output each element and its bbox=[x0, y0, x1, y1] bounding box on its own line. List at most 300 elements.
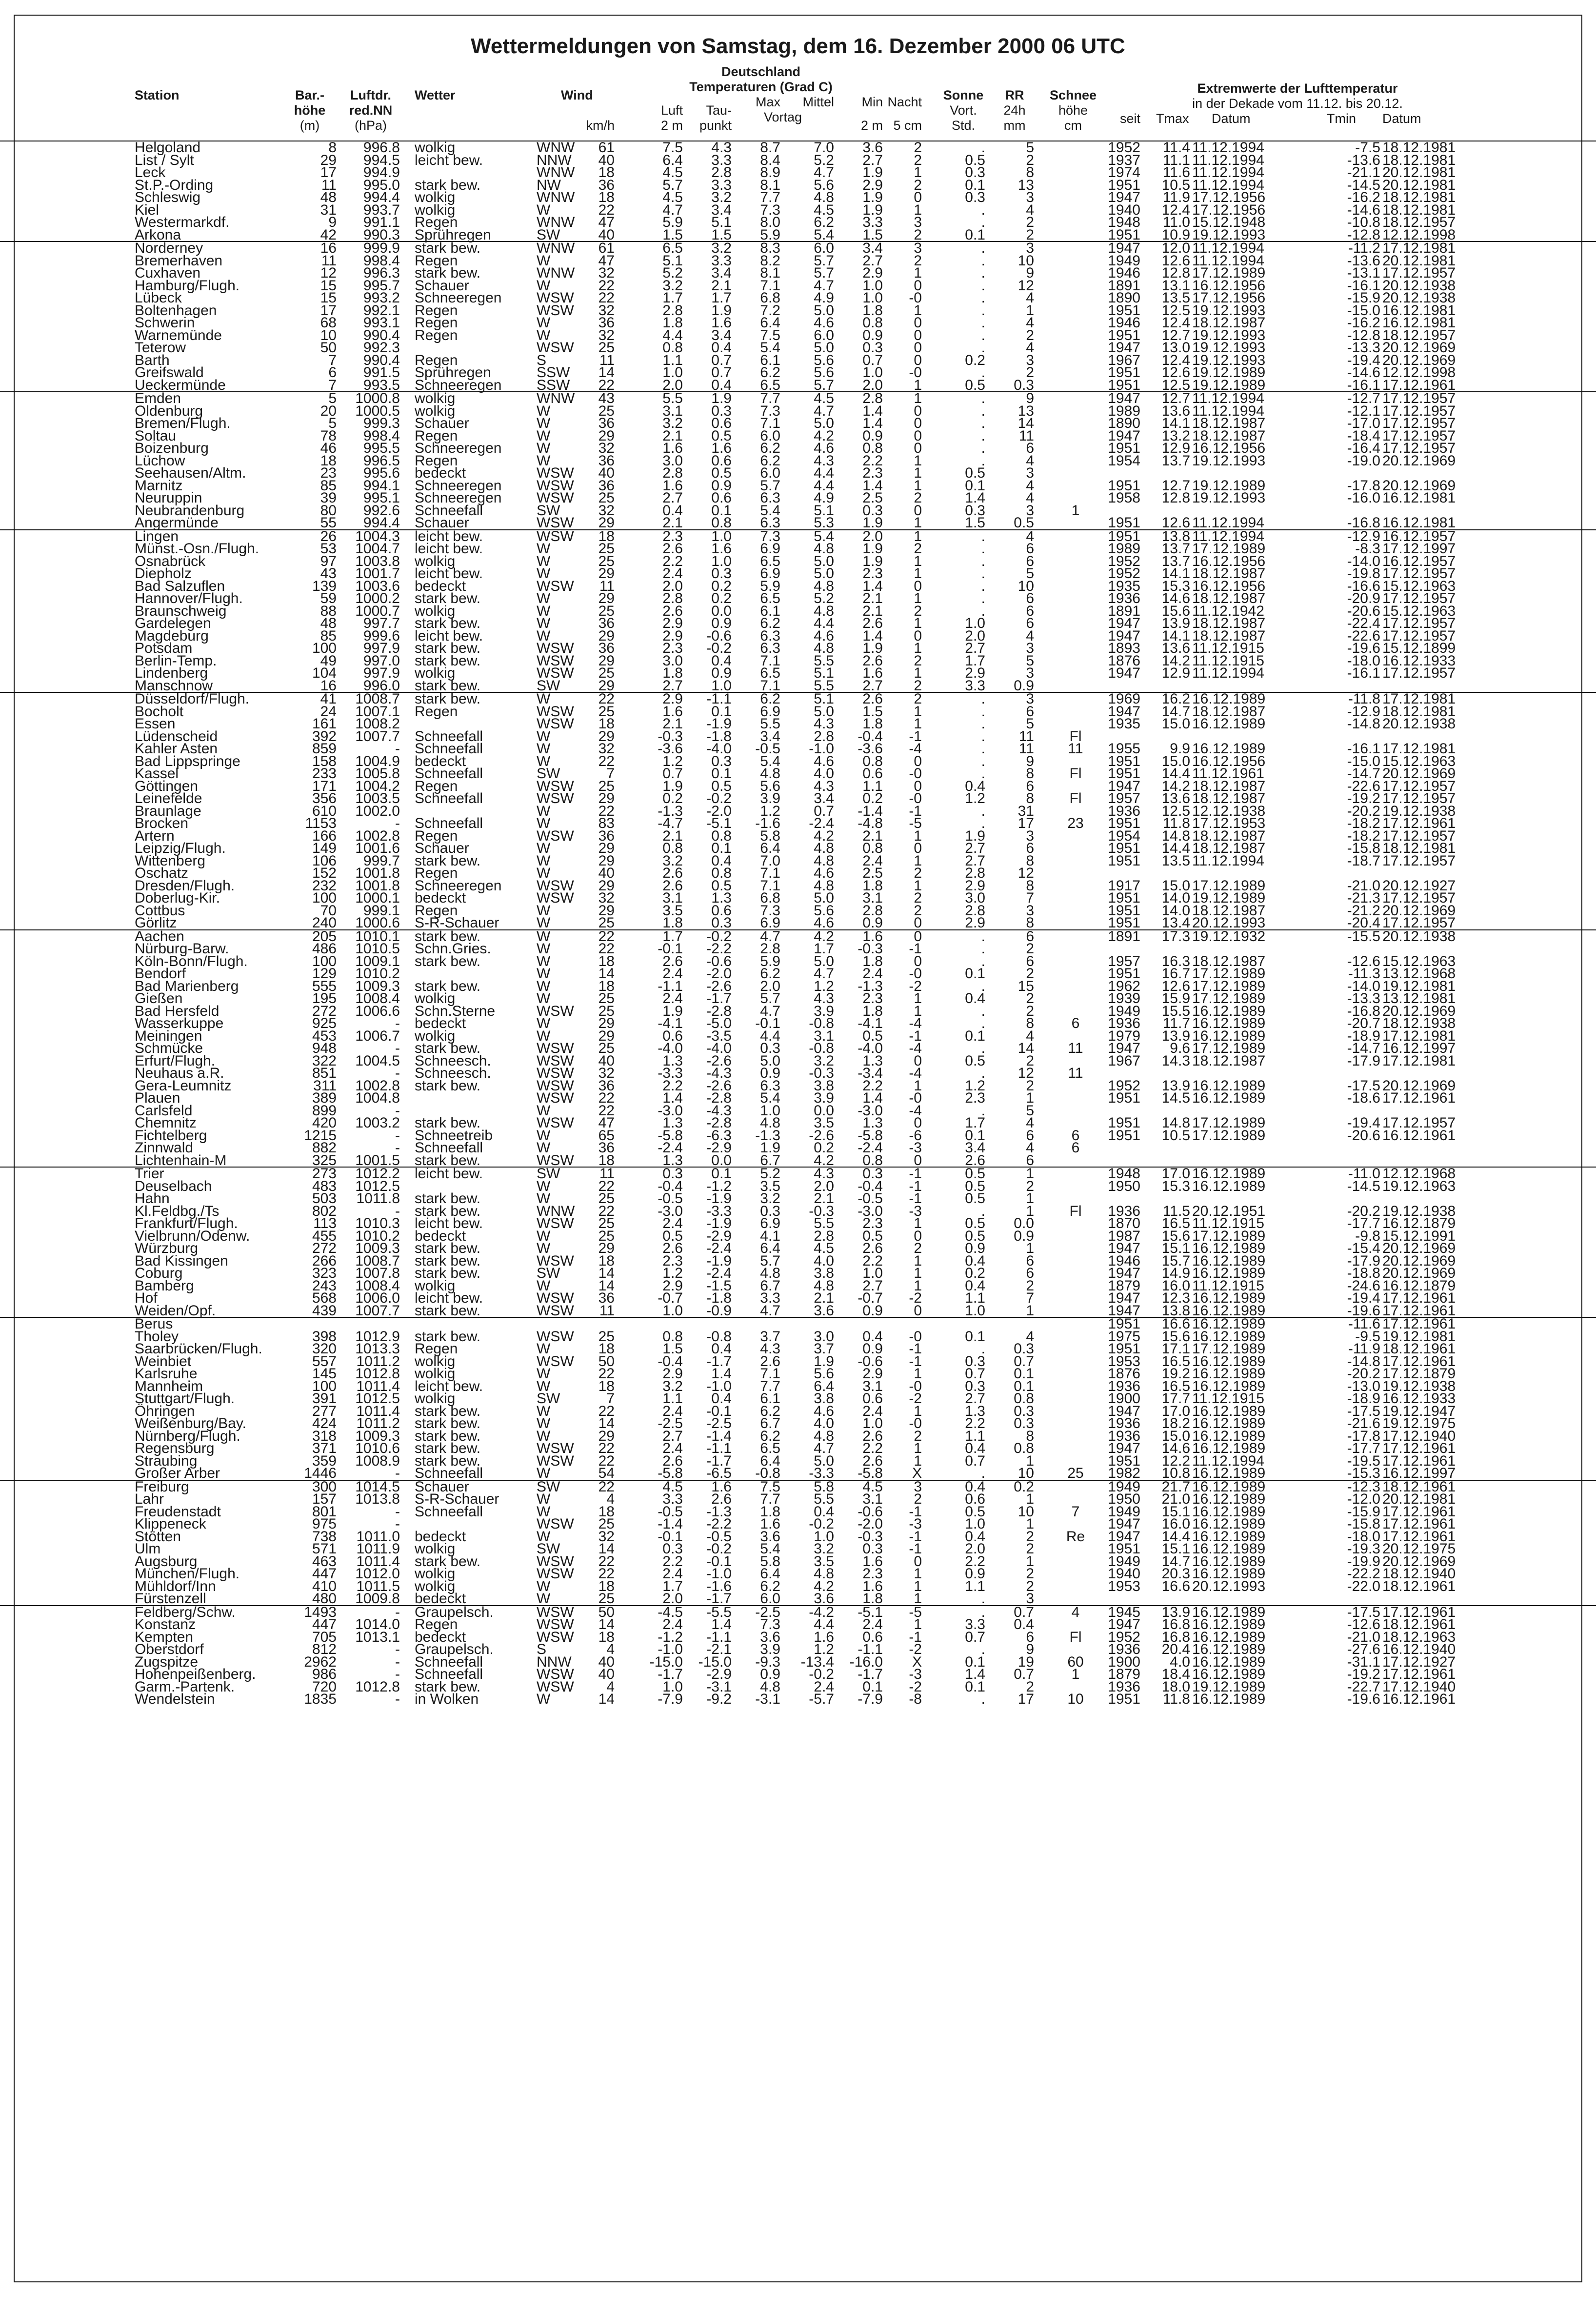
wind-direction: W bbox=[537, 941, 551, 957]
weather: Schneefall bbox=[415, 1653, 483, 1670]
tmax-record: 15.3 bbox=[1161, 1178, 1190, 1194]
tmin-record: -13.3 bbox=[1347, 340, 1380, 356]
precipitation: 3 bbox=[1026, 691, 1034, 707]
sunshine: . bbox=[981, 565, 985, 582]
sunshine: . bbox=[981, 753, 985, 769]
station-group bbox=[0, 529, 1596, 692]
station-name: List / Sylt bbox=[135, 152, 194, 168]
pressure: 1010.5 bbox=[355, 941, 400, 957]
header-schnee-a: Schnee bbox=[1049, 88, 1097, 102]
dew-point: 0.1 bbox=[711, 840, 732, 856]
air-temp: 0.5 bbox=[662, 1228, 683, 1244]
tmax-record: 10.8 bbox=[1161, 1465, 1190, 1481]
temp-min: 2.2 bbox=[862, 1077, 883, 1094]
tmin-date: 17.12.1940 bbox=[1382, 1428, 1456, 1444]
dew-point: -2.6 bbox=[706, 1077, 732, 1094]
temp-mean: 5.7 bbox=[814, 265, 834, 281]
tmin-record: -18.9 bbox=[1347, 1028, 1380, 1044]
temp-mean: 5.2 bbox=[814, 590, 834, 606]
tmax-date: 16.12.1989 bbox=[1192, 1516, 1266, 1532]
weather: stark bew. bbox=[415, 1302, 481, 1319]
night-min: 2 bbox=[914, 226, 922, 243]
temp-min: 1.5 bbox=[862, 703, 883, 720]
night-min: -4 bbox=[909, 1065, 922, 1081]
record-since: 1951 bbox=[1108, 327, 1140, 343]
barometer-height: 882 bbox=[312, 1140, 337, 1156]
station-name: Brocken bbox=[135, 815, 189, 831]
pressure: 992.6 bbox=[363, 502, 400, 519]
night-min: 1 bbox=[914, 465, 922, 481]
record-since: 1951 bbox=[1108, 902, 1140, 919]
weather: Schneeregen bbox=[415, 377, 502, 393]
tmin-date: 16.12.1940 bbox=[1382, 1641, 1456, 1657]
record-since: 1947 bbox=[1108, 1290, 1140, 1306]
header-wind: Wind bbox=[561, 88, 593, 102]
air-temp: 1.1 bbox=[662, 1390, 683, 1407]
barometer-height: 410 bbox=[312, 1578, 337, 1594]
temp-min: 0.8 bbox=[862, 1152, 883, 1169]
tmax-record: 15.6 bbox=[1161, 603, 1190, 619]
table-row bbox=[0, 1302, 1596, 1319]
tmax-record: 18.2 bbox=[1161, 1415, 1190, 1431]
tmax-date: 11.12.1994 bbox=[1192, 528, 1264, 544]
barometer-height: 100 bbox=[312, 1378, 337, 1394]
sunshine: . bbox=[981, 427, 985, 444]
dew-point: 3.3 bbox=[711, 177, 732, 193]
barometer-height: 555 bbox=[312, 978, 337, 994]
wind-direction: W bbox=[537, 615, 551, 631]
record-since: 1951 bbox=[1108, 226, 1140, 243]
barometer-height: 720 bbox=[312, 1678, 337, 1695]
station-table bbox=[0, 141, 1596, 1706]
pressure: 1000.2 bbox=[355, 590, 400, 606]
weather: Schauer bbox=[415, 840, 469, 856]
night-min: -4 bbox=[909, 1102, 922, 1119]
wind-speed: 40 bbox=[598, 226, 615, 243]
weather: wolkig bbox=[415, 1390, 456, 1407]
tmin-record: -16.1 bbox=[1347, 665, 1380, 681]
barometer-height: 233 bbox=[312, 766, 337, 782]
temp-min: 2.3 bbox=[862, 465, 883, 481]
precipitation: 8 bbox=[1026, 790, 1034, 806]
tmax-date: 18.12.1987 bbox=[1192, 315, 1266, 331]
station-name: Regensburg bbox=[135, 1440, 215, 1456]
wind-speed: 47 bbox=[598, 1115, 615, 1131]
air-temp: -1.1 bbox=[658, 978, 683, 994]
night-min: 0 bbox=[914, 1553, 922, 1570]
temp-mean: 5.1 bbox=[814, 502, 834, 519]
temp-min: 2.3 bbox=[862, 565, 883, 582]
record-since: 1951 bbox=[1108, 1127, 1140, 1144]
sunshine: 0.7 bbox=[965, 1366, 985, 1382]
night-min: -4 bbox=[909, 1040, 922, 1056]
precipitation: 10 bbox=[1017, 1503, 1034, 1520]
tmin-date: 18.12.1961 bbox=[1382, 1478, 1456, 1495]
header-min-2m: 2 m bbox=[860, 118, 883, 133]
pressure: - bbox=[395, 1641, 400, 1657]
wind-direction: W bbox=[537, 741, 551, 757]
sunshine: . bbox=[981, 1040, 985, 1056]
pressure: 992.1 bbox=[363, 302, 400, 319]
temp-min: 0.9 bbox=[862, 1302, 883, 1319]
wind-speed: 36 bbox=[598, 477, 615, 494]
barometer-height: 391 bbox=[312, 1390, 337, 1407]
temp-max: 4.7 bbox=[760, 1302, 780, 1319]
weather: Schneeregen bbox=[415, 290, 502, 306]
weather: wolkig bbox=[415, 1541, 456, 1557]
record-since: 1969 bbox=[1108, 691, 1140, 707]
temp-max: 6.5 bbox=[760, 665, 780, 681]
precipitation: 2 bbox=[1026, 226, 1034, 243]
sunshine: . bbox=[981, 415, 985, 431]
tmin-record: -18.4 bbox=[1347, 427, 1380, 444]
sunshine: 0.4 bbox=[965, 1528, 985, 1545]
precipitation: 2 bbox=[1026, 1566, 1034, 1582]
sunshine: . bbox=[981, 766, 985, 782]
pressure: - bbox=[395, 1040, 400, 1056]
wind-speed: 22 bbox=[598, 1478, 615, 1495]
tmin-record: -16.0 bbox=[1347, 490, 1380, 506]
precipitation: 1 bbox=[1026, 1302, 1034, 1319]
barometer-height: 195 bbox=[312, 990, 337, 1007]
dew-point: -2.2 bbox=[706, 1516, 732, 1532]
precipitation: 10 bbox=[1017, 578, 1034, 594]
record-since: 1876 bbox=[1108, 652, 1140, 669]
wind-speed: 32 bbox=[598, 1065, 615, 1081]
sunshine: 1.5 bbox=[965, 515, 985, 531]
tmax-date: 16.12.1989 bbox=[1192, 1629, 1266, 1645]
air-temp: 1.8 bbox=[662, 915, 683, 931]
pressure: 1012.2 bbox=[355, 1166, 400, 1182]
air-temp: -3.3 bbox=[658, 1065, 683, 1081]
weather: bedeckt bbox=[415, 890, 466, 906]
tmax-record: 16.6 bbox=[1161, 1578, 1190, 1594]
weather: Schneefall bbox=[415, 728, 483, 745]
night-min: 1 bbox=[914, 640, 922, 656]
temp-max: 5.4 bbox=[760, 502, 780, 519]
air-temp: 2.3 bbox=[662, 1252, 683, 1269]
weather: Regen bbox=[415, 214, 458, 230]
page-title: Wettermeldungen von Samstag, dem 16. Dezember 2000 06 UTC bbox=[471, 34, 1125, 58]
tmin-record: -19.6 bbox=[1347, 1302, 1380, 1319]
temp-mean: 3.9 bbox=[814, 1090, 834, 1106]
weather: Regen bbox=[415, 302, 458, 319]
pressure: 994.5 bbox=[363, 152, 400, 168]
temp-mean: -3.3 bbox=[809, 1465, 834, 1481]
tmin-record: -18.9 bbox=[1347, 1390, 1380, 1407]
wind-speed: 29 bbox=[598, 902, 615, 919]
barometer-height: 311 bbox=[313, 1077, 337, 1094]
wind-speed: 22 bbox=[598, 928, 615, 945]
sunshine: 0.4 bbox=[965, 1277, 985, 1294]
barometer-height: 85 bbox=[320, 627, 337, 644]
air-temp: 2.4 bbox=[662, 1440, 683, 1456]
tmin-record: -19.0 bbox=[1347, 452, 1380, 469]
tmax-date: 16.12.1989 bbox=[1192, 1440, 1266, 1456]
tmax-date: 11.12.1915 bbox=[1192, 1277, 1264, 1294]
snow-depth: 11 bbox=[1068, 741, 1083, 757]
wind-direction: WSW bbox=[537, 515, 574, 531]
precipitation: 1 bbox=[1026, 302, 1034, 319]
temp-max: 7.1 bbox=[760, 415, 780, 431]
tmin-record: -7.5 bbox=[1355, 140, 1380, 156]
dew-point: -9.2 bbox=[706, 1691, 732, 1707]
record-since: 1950 bbox=[1108, 1491, 1140, 1507]
precipitation: 4 bbox=[1026, 1028, 1034, 1044]
sunshine: 2.2 bbox=[965, 1553, 985, 1570]
tmax-record: 11.8 bbox=[1162, 815, 1190, 831]
barometer-height: 16 bbox=[320, 677, 337, 694]
station-name: Kiel bbox=[135, 201, 160, 218]
header-sonne-b: Vort. bbox=[950, 103, 977, 118]
barometer-height: 975 bbox=[312, 1516, 337, 1532]
tmin-record: -22.0 bbox=[1347, 1578, 1380, 1594]
barometer-height: 5 bbox=[328, 390, 337, 406]
tmin-date: 17.12.1957 bbox=[1382, 890, 1456, 906]
temp-mean: 0.4 bbox=[814, 1503, 834, 1520]
wind-direction: WSW bbox=[537, 790, 574, 806]
sunshine: . bbox=[981, 578, 985, 594]
tmin-record: -14.8 bbox=[1347, 1353, 1380, 1370]
precipitation: 2 bbox=[1026, 966, 1034, 982]
temp-max: 7.3 bbox=[760, 201, 780, 218]
wind-direction: W bbox=[537, 902, 551, 919]
sunshine: . bbox=[981, 315, 985, 331]
temp-mean: 1.7 bbox=[814, 941, 834, 957]
tmax-date: 11.12.1994 bbox=[1192, 140, 1264, 156]
pressure: 1013.1 bbox=[355, 1629, 400, 1645]
tmax-record: 14.8 bbox=[1161, 827, 1190, 844]
pressure: 1004.5 bbox=[355, 1052, 400, 1069]
weather: Schauer bbox=[415, 277, 469, 294]
temp-min: -4.1 bbox=[858, 1015, 883, 1031]
station-name: Vielbrunn/Odenw. bbox=[135, 1228, 250, 1244]
temp-mean: 0.7 bbox=[814, 803, 834, 819]
night-min: 2 bbox=[914, 490, 922, 506]
station-name: Cuxhaven bbox=[135, 265, 201, 281]
tmax-record: 13.9 bbox=[1161, 1028, 1190, 1044]
night-min: 0 bbox=[914, 578, 922, 594]
barometer-height: 705 bbox=[312, 1629, 337, 1645]
wind-speed: 25 bbox=[598, 990, 615, 1007]
temp-max: 7.1 bbox=[760, 877, 780, 894]
tmin-date: 18.12.1963 bbox=[1382, 1629, 1456, 1645]
barometer-height: 48 bbox=[320, 615, 337, 631]
tmin-record: -16.8 bbox=[1347, 515, 1380, 531]
sunshine: 0.3 bbox=[965, 1378, 985, 1394]
sunshine: 0.3 bbox=[965, 1353, 985, 1370]
dew-point: -1.2 bbox=[706, 1178, 732, 1194]
barometer-height: 106 bbox=[312, 852, 337, 869]
sunshine: . bbox=[981, 452, 985, 469]
tmax-date: 16.12.1989 bbox=[1192, 1641, 1266, 1657]
tmax-date: 17.12.1989 bbox=[1192, 877, 1266, 894]
tmin-date: 17.12.1957 bbox=[1382, 627, 1456, 644]
precipitation: 11 bbox=[1018, 427, 1034, 444]
temp-max: 4.4 bbox=[760, 1028, 780, 1044]
weather: wolkig bbox=[415, 189, 456, 205]
table-row bbox=[0, 677, 1596, 694]
record-since: 1949 bbox=[1108, 1003, 1140, 1019]
dew-point: -4.0 bbox=[706, 1040, 732, 1056]
record-since: 1876 bbox=[1108, 1366, 1140, 1382]
record-since: 1950 bbox=[1108, 1178, 1140, 1194]
pressure: 1013.8 bbox=[355, 1491, 400, 1507]
tmax-record: 4.0 bbox=[1170, 1653, 1190, 1670]
wind-speed: 22 bbox=[598, 691, 615, 707]
air-temp: 5.2 bbox=[662, 265, 683, 281]
weather: wolkig bbox=[415, 403, 456, 419]
station-name: Berlin-Temp. bbox=[135, 652, 217, 669]
temp-max: 6.3 bbox=[760, 640, 780, 656]
pressure: 1004.9 bbox=[355, 753, 400, 769]
temp-max: 5.9 bbox=[760, 578, 780, 594]
wind-speed: 29 bbox=[598, 1428, 615, 1444]
temp-mean: 4.8 bbox=[814, 1428, 834, 1444]
pressure: 997.9 bbox=[363, 665, 400, 681]
precipitation: 0.3 bbox=[1014, 1403, 1034, 1419]
wind-speed: 18 bbox=[598, 189, 615, 205]
header-sonne-c: Std. bbox=[951, 118, 976, 133]
weather: Schneefall bbox=[415, 1666, 483, 1682]
tmax-date: 17.12.1989 bbox=[1192, 990, 1266, 1007]
temp-mean: 6.0 bbox=[814, 240, 834, 256]
weather: stark bew. bbox=[415, 677, 481, 694]
night-min: -1 bbox=[909, 1541, 922, 1557]
wind-speed: 61 bbox=[598, 140, 615, 156]
station-name: Bocholt bbox=[135, 703, 184, 720]
pressure: 994.1 bbox=[363, 477, 400, 494]
wind-speed: 14 bbox=[598, 1616, 615, 1632]
night-min: 2 bbox=[914, 152, 922, 168]
record-since: 1900 bbox=[1108, 1653, 1140, 1670]
precipitation: 2 bbox=[1026, 214, 1034, 230]
precipitation: 5 bbox=[1026, 1102, 1034, 1119]
barometer-height: 26 bbox=[320, 528, 337, 544]
precipitation: 0.7 bbox=[1014, 1604, 1034, 1620]
pressure: 1004.7 bbox=[355, 541, 400, 557]
wind-direction: W bbox=[537, 1503, 551, 1520]
temp-mean: 4.9 bbox=[814, 490, 834, 506]
record-since: 1967 bbox=[1108, 1052, 1140, 1069]
wind-speed: 18 bbox=[598, 1252, 615, 1269]
pressure: - bbox=[395, 1140, 400, 1156]
temp-min: 1.6 bbox=[862, 928, 883, 945]
tmin-record: -15.5 bbox=[1347, 928, 1380, 945]
station-name: Freiburg bbox=[135, 1478, 189, 1495]
wind-direction: W bbox=[537, 252, 551, 269]
wind-direction: WSW bbox=[537, 528, 574, 544]
tmax-record: 15.9 bbox=[1161, 990, 1190, 1007]
weather: stark bew. bbox=[415, 640, 481, 656]
tmin-date: 19.12.1938 bbox=[1382, 803, 1456, 819]
station-name: Lübeck bbox=[135, 290, 182, 306]
air-temp: -0.1 bbox=[658, 941, 683, 957]
wind-speed: 11 bbox=[599, 1302, 615, 1319]
snow-depth: 7 bbox=[1071, 1503, 1080, 1520]
dew-point: -1.9 bbox=[706, 716, 732, 732]
wind-speed: 25 bbox=[598, 1003, 615, 1019]
air-temp: 2.0 bbox=[662, 578, 683, 594]
tmax-date: 16.12.1989 bbox=[1192, 1465, 1266, 1481]
wind-direction: W bbox=[537, 753, 551, 769]
sunshine: 2.8 bbox=[965, 902, 985, 919]
header-luft-a: Luft bbox=[660, 103, 683, 118]
weather: Schn.Sterne bbox=[415, 1003, 496, 1019]
station-name: Lindenberg bbox=[135, 665, 208, 681]
temp-min: 1.4 bbox=[862, 477, 883, 494]
precipitation: 2 bbox=[1026, 1528, 1034, 1545]
wind-speed: 36 bbox=[598, 1290, 615, 1306]
wind-direction: WNW bbox=[537, 140, 575, 156]
pressure: 1012.8 bbox=[355, 1366, 400, 1382]
pressure: - bbox=[395, 741, 400, 757]
barometer-height: 152 bbox=[312, 865, 337, 881]
precipitation: 12 bbox=[1017, 865, 1034, 881]
tmax-date: 11.12.1994 bbox=[1192, 390, 1264, 406]
tmax-date: 18.12.1987 bbox=[1192, 902, 1266, 919]
station-name: Wendelstein bbox=[135, 1691, 215, 1707]
dew-point: -2.5 bbox=[706, 1415, 732, 1431]
station-name: Nürburg-Barw. bbox=[135, 941, 229, 957]
tmin-date: 17.12.1957 bbox=[1382, 265, 1456, 281]
tmax-record: 14.4 bbox=[1161, 1528, 1190, 1545]
sunshine: 0.5 bbox=[965, 152, 985, 168]
temp-min: 2.9 bbox=[862, 177, 883, 193]
tmin-date: 17.12.1957 bbox=[1382, 390, 1456, 406]
precipitation: 3 bbox=[1026, 189, 1034, 205]
weather: stark bew. bbox=[415, 1077, 481, 1094]
dew-point: 0.2 bbox=[711, 590, 732, 606]
pressure: 996.3 bbox=[363, 265, 400, 281]
wind-direction: WSW bbox=[537, 877, 574, 894]
precipitation: 4 bbox=[1026, 1115, 1034, 1131]
wind-direction: SW bbox=[537, 1541, 560, 1557]
station-name: Gardelegen bbox=[135, 615, 211, 631]
record-since: 1949 bbox=[1108, 1553, 1140, 1570]
temp-max: 6.2 bbox=[760, 364, 780, 381]
wind-direction: W bbox=[537, 1366, 551, 1382]
night-min: -1 bbox=[909, 1166, 922, 1182]
station-name: Görlitz bbox=[135, 915, 177, 931]
temp-min: -0.3 bbox=[858, 941, 883, 957]
station-name: Barth bbox=[135, 352, 170, 368]
dew-point: -0.8 bbox=[706, 1328, 732, 1345]
pressure: 1008.4 bbox=[355, 1277, 400, 1294]
sunshine: 0.1 bbox=[965, 1678, 985, 1695]
wind-speed: 11 bbox=[599, 352, 615, 368]
record-since: 1979 bbox=[1108, 1028, 1140, 1044]
weather: Sprühregen bbox=[415, 226, 491, 243]
wind-direction: WNW bbox=[537, 1203, 575, 1219]
tmin-record: -17.5 bbox=[1347, 1604, 1380, 1620]
weather: leicht bew. bbox=[415, 1215, 483, 1231]
sunshine: 2.0 bbox=[965, 1541, 985, 1557]
wind-direction: WSW bbox=[537, 1516, 574, 1532]
night-min: 0 bbox=[914, 1302, 922, 1319]
temp-max: 6.2 bbox=[760, 615, 780, 631]
sunshine: 0.1 bbox=[965, 477, 985, 494]
weather: bedeckt bbox=[415, 1629, 466, 1645]
precipitation: 4 bbox=[1026, 315, 1034, 331]
weather: bedeckt bbox=[415, 753, 466, 769]
wind-direction: W bbox=[537, 440, 551, 456]
air-temp: 1.9 bbox=[662, 1003, 683, 1019]
night-min: 2 bbox=[914, 677, 922, 694]
pressure: 1002.8 bbox=[355, 1077, 400, 1094]
wind-speed: 22 bbox=[598, 941, 615, 957]
station-name: Braunschweig bbox=[135, 603, 227, 619]
